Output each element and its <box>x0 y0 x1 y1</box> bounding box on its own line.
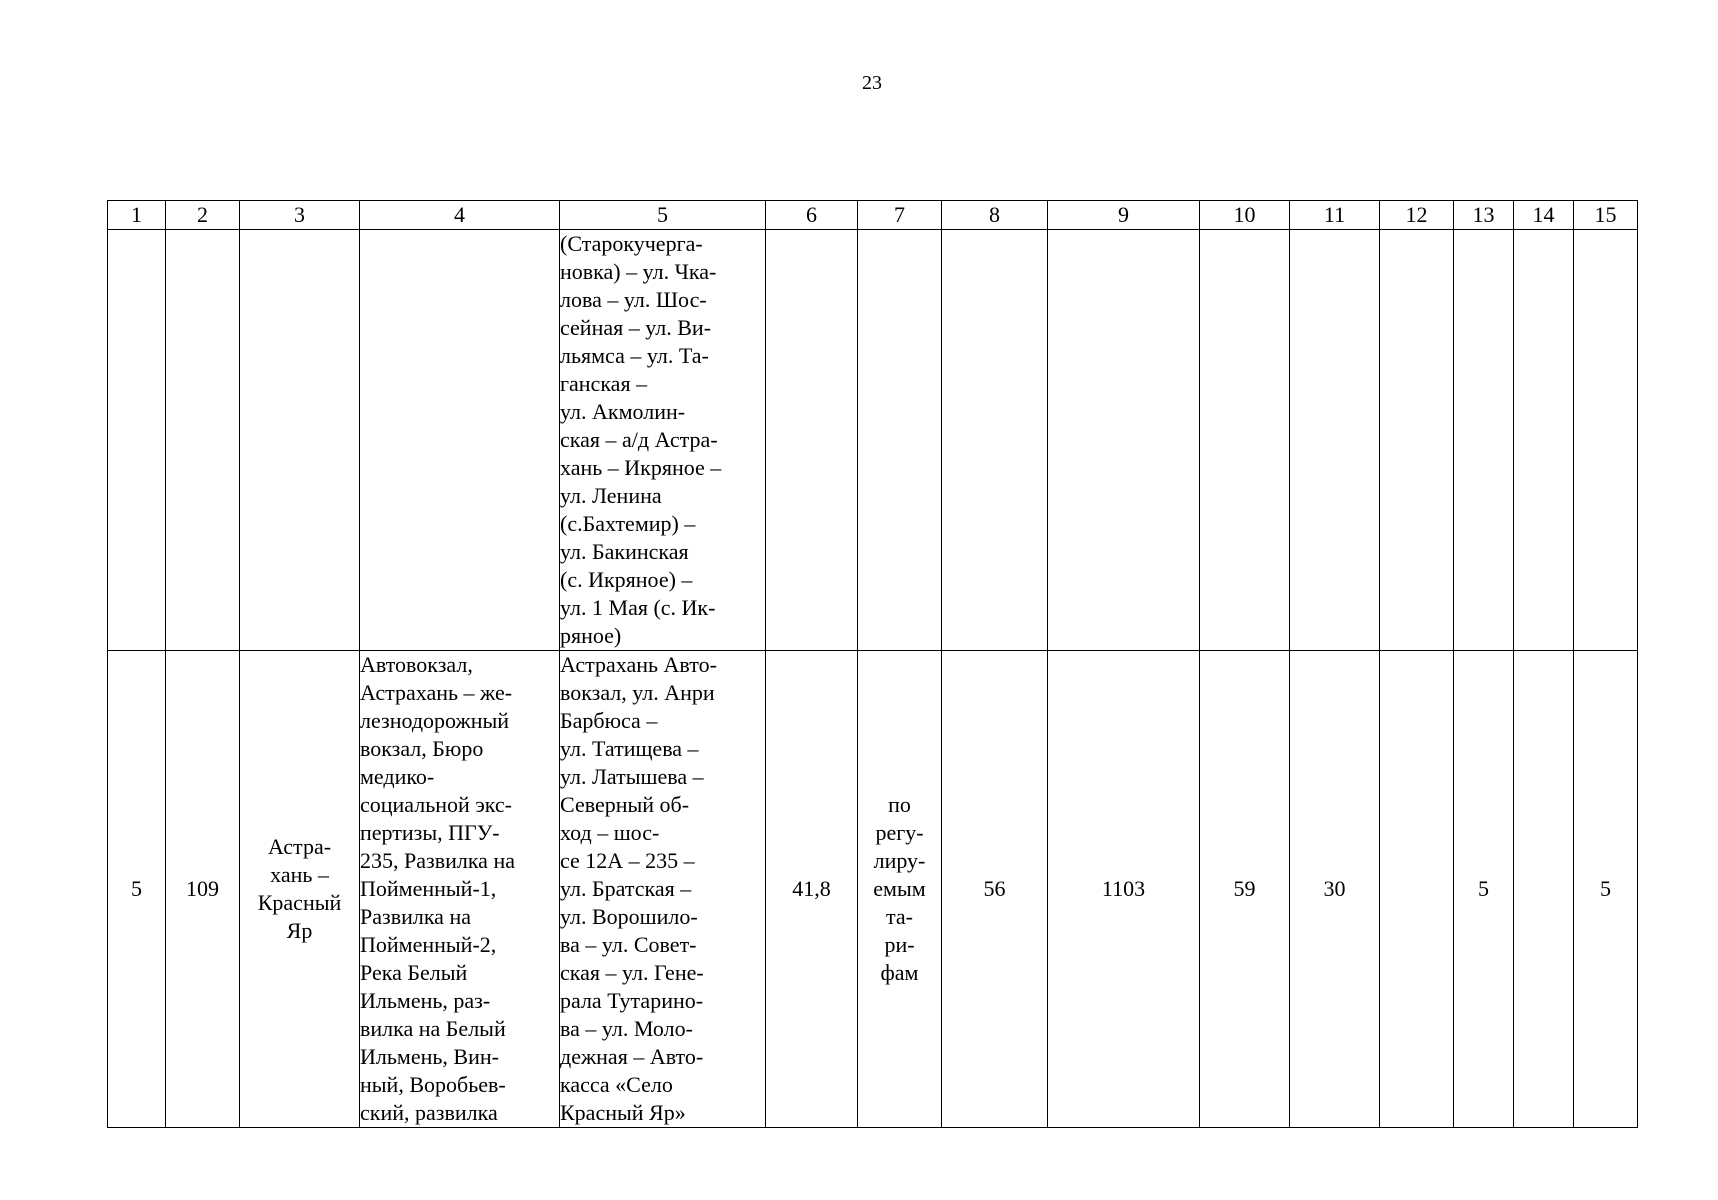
header-cell-2: 2 <box>166 201 240 230</box>
route-cell-13-text: 5 <box>1478 876 1489 901</box>
route-seq-number-text: 5 <box>131 876 142 901</box>
fare-type-text: по регу- лиру- емым та- ри- фам <box>873 792 926 985</box>
header-cell-7: 7 <box>858 201 942 230</box>
route-cell-10 <box>1200 651 1290 1128</box>
header-cell-5: 5 <box>560 201 766 230</box>
route-seq-number <box>108 651 166 1128</box>
route-length <box>766 651 858 1128</box>
route-cell-9 <box>1048 651 1200 1128</box>
route-cell-12 <box>1380 651 1454 1128</box>
route-name-text: Астра- хань – Красный Яр <box>257 834 342 943</box>
route-cell-11 <box>1290 651 1380 1128</box>
page-number: 23 <box>862 72 882 94</box>
cont-route-path <box>560 230 766 651</box>
header-cell-6: 6 <box>766 201 858 230</box>
header-cell-3: 3 <box>240 201 360 230</box>
route-cell-8-text: 56 <box>983 876 1006 901</box>
fare-type <box>858 651 942 1128</box>
header-cell-14: 14 <box>1514 201 1574 230</box>
cont-cell-14 <box>1514 230 1574 651</box>
header-cell-13: 13 <box>1454 201 1514 230</box>
route-length-text: 41,8 <box>792 876 831 901</box>
cont-cell-8 <box>942 230 1048 651</box>
route-cell-14 <box>1514 651 1574 1128</box>
route-cell-9-text: 1103 <box>1101 876 1146 901</box>
route-stops-text: Автовокзал, Астрахань – же- лезнодорожный вокзал, Бюро медико- социальной экс- пертизы, ПГУ- 235, Развилка на Пойменный-1, Развилка на Пойменный-2, Река Белый Ильмень, раз- вилка на Белый Ильмень, Вин- ный, Воробьев- ский, развилка <box>360 652 515 1125</box>
route-cell-10-text: 59 <box>1233 876 1256 901</box>
route-cell-11-text: 30 <box>1323 876 1346 901</box>
cont-cell-13 <box>1454 230 1514 651</box>
route-path <box>560 651 766 1128</box>
cont-cell-3 <box>240 230 360 651</box>
header-cell-4: 4 <box>360 201 560 230</box>
header-cell-10: 10 <box>1200 201 1290 230</box>
cont-cell-6 <box>766 230 858 651</box>
route-cell-8 <box>942 651 1048 1128</box>
route-path-text: Астрахань Авто- вокзал, ул. Анри Барбюса – ул. Татищева – ул. Латышева – Северный об- ход – шос- се 12А – 235 – ул. Братская – ул. Ворошило- ва – ул. Совет- ская – ул. Гене- рала Тутарино- ва – ул. Моло- дежная – Авто- касса «Село Красный Яр» <box>560 652 717 1125</box>
cont-cell-7 <box>858 230 942 651</box>
route-table <box>107 200 1638 1128</box>
cont-route-path-text: (Старокучерга- новка) – ул. Чка- лова – ул. Шос- сейная – ул. Ви- льямса – ул. Та- ганская – ул. Акмолин- ская – а/д Астра- хань – Икряное – ул. Ленина (с.Бахтемир) – ул. Бакинская (с. Икряное) – ул. 1 Мая (с. Ик- ряное) <box>560 231 722 648</box>
route-cell-13 <box>1454 651 1514 1128</box>
cont-cell-11 <box>1290 230 1380 651</box>
cont-cell-9 <box>1048 230 1200 651</box>
header-cell-8: 8 <box>942 201 1048 230</box>
continuation-row <box>108 230 1638 651</box>
header-row <box>108 201 1638 230</box>
route-number-text: 109 <box>186 876 219 901</box>
route-cell-15 <box>1574 651 1638 1128</box>
cont-cell-2 <box>166 230 240 651</box>
route-row <box>108 651 1638 1128</box>
cont-cell-12 <box>1380 230 1454 651</box>
route-stops <box>360 651 560 1128</box>
header-cell-11: 11 <box>1290 201 1380 230</box>
cont-cell-15 <box>1574 230 1638 651</box>
header-cell-12: 12 <box>1380 201 1454 230</box>
route-number <box>166 651 240 1128</box>
cont-cell-10 <box>1200 230 1290 651</box>
cont-cell-1 <box>108 230 166 651</box>
header-cell-15: 15 <box>1574 201 1638 230</box>
header-cell-1: 1 <box>108 201 166 230</box>
route-name <box>240 651 360 1128</box>
cont-cell-4 <box>360 230 560 651</box>
header-cell-9: 9 <box>1048 201 1200 230</box>
route-cell-15-text: 5 <box>1600 876 1611 901</box>
